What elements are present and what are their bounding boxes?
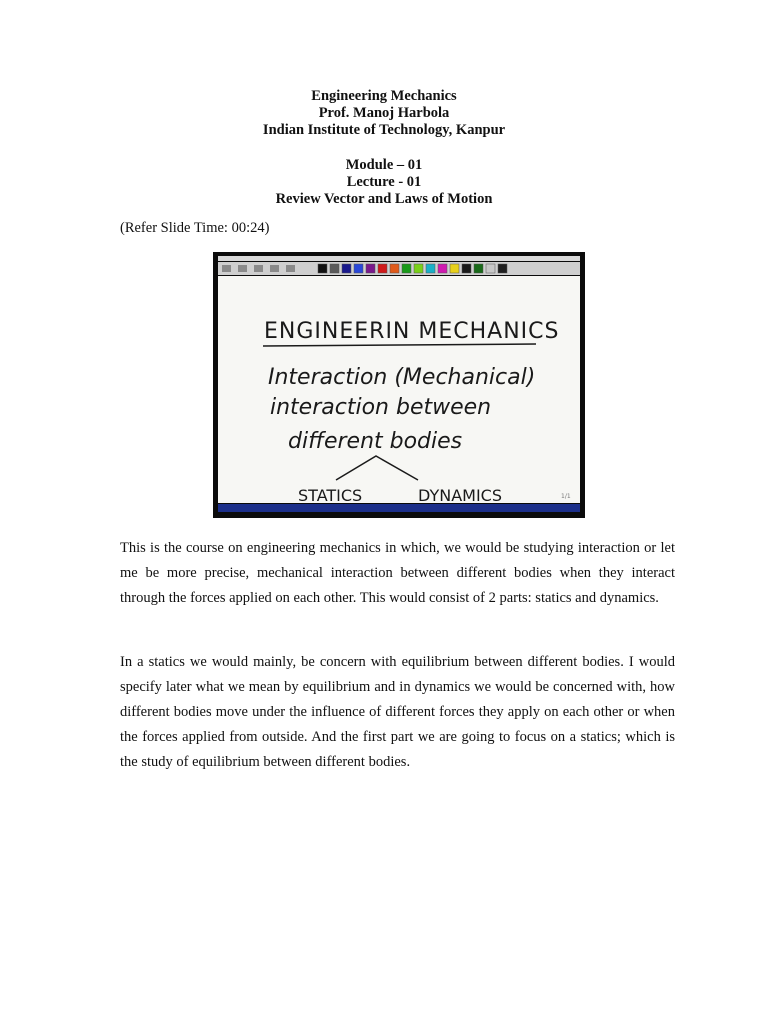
module-number: Module – 01 (345, 157, 423, 173)
color-palette (218, 262, 580, 275)
document-header (0, 88, 768, 208)
slide-canvas (218, 276, 580, 503)
palette-swatch (498, 264, 507, 273)
slide-drawing (218, 276, 580, 503)
palette-swatch (462, 264, 471, 273)
palette-swatch (402, 264, 411, 273)
slide-line-2: interaction between (270, 395, 492, 420)
slide-menubar (218, 256, 580, 261)
lecture-number: Lecture - 01 (346, 174, 422, 190)
slide-toolbar (218, 262, 580, 275)
palette-swatch (366, 264, 375, 273)
slide-image (213, 252, 585, 518)
institute-name: Indian Institute of Technology, Kanpur (262, 122, 506, 138)
palette-swatch (318, 264, 327, 273)
palette-swatch (450, 264, 459, 273)
course-title: Engineering Mechanics (311, 88, 457, 104)
palette-swatch (354, 264, 363, 273)
palette-swatch (330, 264, 339, 273)
palette-swatch (486, 264, 495, 273)
palette-swatch (426, 264, 435, 273)
paragraph-2: In a statics we would mainly, be concern with equilibrium between different bodies. I would specify later what we mean by equilibrium and in dynamics we would be concerned with, how different bodies move under the influence of different forces they apply on each other or when the forces applied from outside. And the first part we are going to focus on a statics; which is the study of equilibrium between different bodies. (120, 654, 675, 770)
page-indicator: 1/1 (561, 493, 571, 500)
tool-icon (270, 265, 279, 272)
branch-statics: STATICS (298, 486, 363, 503)
paragraph-1: This is the course on engineering mechanics in which, we would be studying interaction or let me be more precise, mechanical interaction between different bodies when they interact through the forces applied on each other. This would consist of 2 parts: statics and dynamics. (120, 540, 675, 606)
palette-swatch (438, 264, 447, 273)
refer-slide-time: (Refer Slide Time: 00:24) (120, 220, 270, 236)
palette-swatch (390, 264, 399, 273)
palette-swatch (378, 264, 387, 273)
branch-dynamics: DYNAMICS (418, 486, 502, 503)
title-underline (263, 344, 536, 346)
slide-line-1: Interaction (Mechanical) (268, 365, 536, 390)
palette-swatch (414, 264, 423, 273)
professor-name: Prof. Manoj Harbola (318, 105, 450, 121)
branch-lines (336, 456, 418, 480)
tool-icon (222, 265, 231, 272)
tool-icon (286, 265, 295, 272)
slide-statusbar (218, 504, 580, 512)
palette-swatch (474, 264, 483, 273)
palette-swatch (342, 264, 351, 273)
lecture-title: Review Vector and Laws of Motion (275, 191, 493, 207)
tool-icon (238, 265, 247, 272)
tool-icon (254, 265, 263, 272)
slide-line-3: different bodies (288, 429, 463, 454)
slide-title: ENGINEERIN MECHANICS (264, 319, 560, 344)
